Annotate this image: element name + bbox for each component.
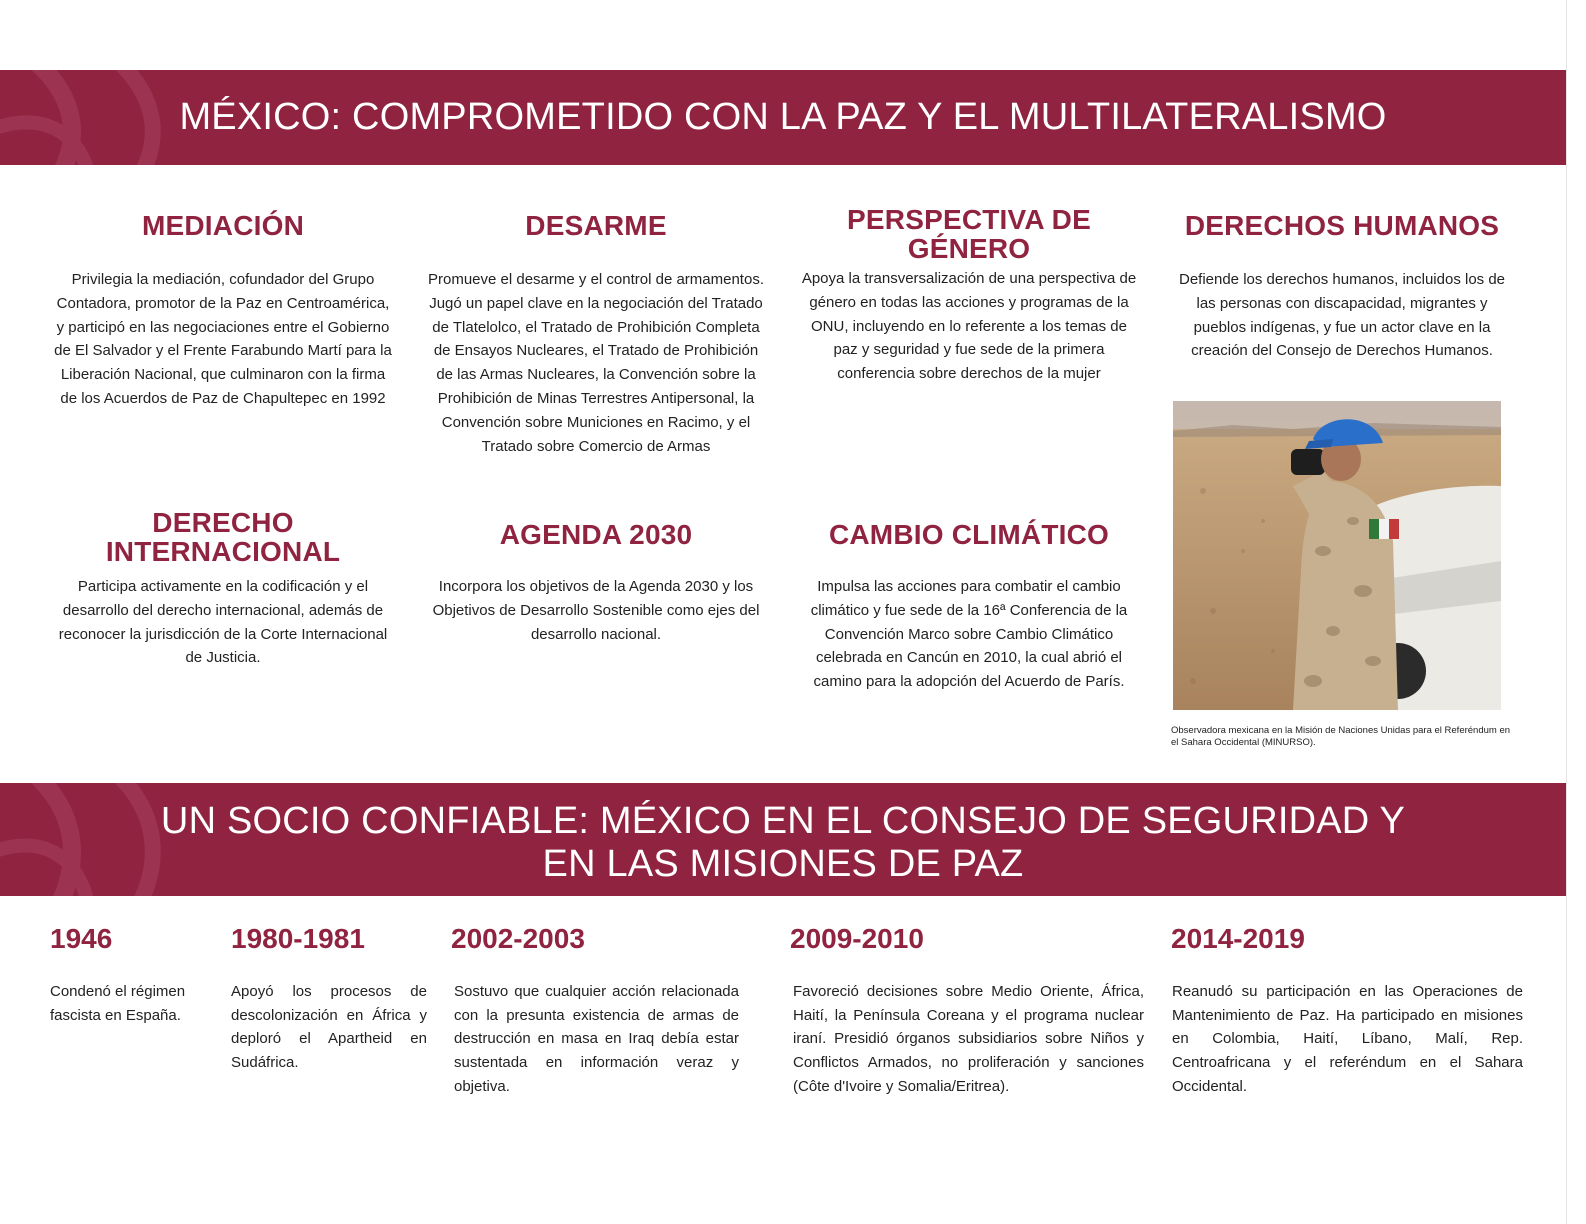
topic-text: Defiende los derechos humanos, incluidos los de las personas con discapacidad, migrantes y pueblos indígenas, y fue un actor clave en la creación del Consejo de Derechos Humanos. bbox=[1178, 271, 1506, 360]
topic-text: Apoya la transversalización de una perspectiva de género en todas las acciones y programas de la ONU, incluyendo en lo referente a los temas de paz y seguridad y fue sede de la primera conferencia sobre derechos de la mujer bbox=[801, 270, 1137, 383]
timeline-item-2002-2003 bbox=[451, 923, 739, 1095]
page-edge-rule bbox=[1566, 0, 1586, 1224]
topic-agenda-2030 bbox=[426, 520, 766, 646]
timeline-item-1946 bbox=[50, 923, 195, 1024]
timeline-year: 2009-2010 bbox=[790, 923, 924, 954]
timeline-text: Reanudó su participación en las Operaciones de Mantenimiento de Paz. Ha participado en misiones en Colombia, Haití, Líbano, Malí, Rep. Centroafricana y el referéndum en el Sahara Occidental. bbox=[1172, 983, 1523, 1095]
timeline-year: 2002-2003 bbox=[451, 923, 585, 954]
timeline-item-2014-2019 bbox=[1171, 923, 1523, 1095]
topic-title: AGENDA 2030 bbox=[499, 519, 693, 550]
timeline-year: 1946 bbox=[50, 923, 113, 954]
timeline-item-2009-2010 bbox=[790, 923, 1144, 1095]
photo-caption: Observadora mexicana en la Misión de Naciones Unidas para el Referéndum en el Sahara Occidental (MINURSO). bbox=[1171, 725, 1511, 748]
observer-illustration bbox=[1173, 401, 1501, 710]
timeline-year: 2014-2019 bbox=[1171, 923, 1305, 954]
topic-title: MEDIACIÓN bbox=[141, 210, 305, 241]
topic-cambio-climatico bbox=[799, 520, 1139, 694]
topic-text: Promueve el desarme y el control de armamentos. Jugó un papel clave en la negociación del Tratado de Tlatelolco, el Tratado de Prohibición Completa de Ensayos Nucleares, el Tratado de Prohibición de las Armas Nucleares, la Convención sobre la Prohibición de Minas Terrestres Antipersonal, la Convención sobre Municiones en Racimo, y el Tratado sobre Comercio de Armas bbox=[428, 271, 764, 455]
topic-desarme bbox=[426, 211, 766, 458]
topic-title: DESARME bbox=[525, 210, 667, 241]
topic-text: Impulsa las acciones para combatir el cambio climático y fue sede de la 16ª Conferencia de la Convención Marco sobre Cambio Climático celebrada en Cancún en 2010, la cual abrió el camino para la adopción del Acuerdo de París. bbox=[810, 578, 1128, 691]
topic-title: CAMBIO CLIMÁTICO bbox=[828, 519, 1110, 550]
topic-text: Incorpora los objetivos de la Agenda 2030 y los Objetivos de Desarrollo Sostenible como ejes del desarrollo nacional. bbox=[432, 578, 760, 643]
section-title: MÉXICO: COMPROMETIDO CON LA PAZ Y EL MULTILATERALISMO bbox=[179, 96, 1387, 138]
section-header-peace bbox=[0, 70, 1566, 165]
topic-title: DERECHOS HUMANOS bbox=[1184, 210, 1500, 241]
section-title-line: EN LAS MISIONES DE PAZ bbox=[542, 843, 1024, 885]
timeline-text: Condenó el régimen fascista en España. bbox=[50, 983, 186, 1024]
topic-derechos-humanos bbox=[1172, 211, 1512, 363]
topic-text: Participa activamente en la codificación y el desarrollo del derecho internacional, además de reconocer la jurisdicción de la Corte Internacional de Justicia. bbox=[58, 578, 388, 667]
section-title bbox=[0, 783, 1566, 886]
topic-title: DERECHO INTERNACIONAL bbox=[105, 507, 341, 567]
section-title-line: UN SOCIO CONFIABLE: MÉXICO EN EL CONSEJO DE SEGURIDAD Y bbox=[160, 800, 1406, 842]
topic-text: Privilegia la mediación, cofundador del Grupo Contadora, promotor de la Paz en Centroamérica, y participó en las negociaciones entre el Gobierno de El Salvador y el Frente Farabundo Martí para la Liberación Nacional, que culminaron con la firma de los Acuerdos de Paz de Chapultepec en 1992 bbox=[54, 271, 392, 407]
topic-perspectiva-genero bbox=[799, 205, 1139, 386]
timeline-year: 1980-1981 bbox=[231, 923, 365, 954]
minurso-observer-photo bbox=[1173, 401, 1501, 710]
timeline-text: Favoreció decisiones sobre Medio Oriente, África, Haití, la Península Coreana y el programa nuclear iraní. Presidió órganos subsidiarios sobre Niños y Conflictos Armados, no proliferación y sanciones (Côte d'Ivoire y Somalia/Eritrea). bbox=[793, 983, 1144, 1095]
timeline-text: Apoyó los procesos de descolonización en África y deploró el Apartheid en Sudáfrica. bbox=[231, 983, 427, 1072]
section-header-security-council bbox=[0, 783, 1566, 896]
topic-title: PERSPECTIVA DE GÉNERO bbox=[847, 204, 1091, 264]
topic-derecho-internacional bbox=[53, 508, 393, 670]
timeline-text: Sostuvo que cualquier acción relacionada con la presunta existencia de armas de destrucción en masa en Iraq debía estar sustentada en información veraz y objetiva. bbox=[454, 983, 739, 1095]
topic-mediacion bbox=[53, 211, 393, 411]
timeline-item-1980-1981 bbox=[231, 923, 427, 1072]
